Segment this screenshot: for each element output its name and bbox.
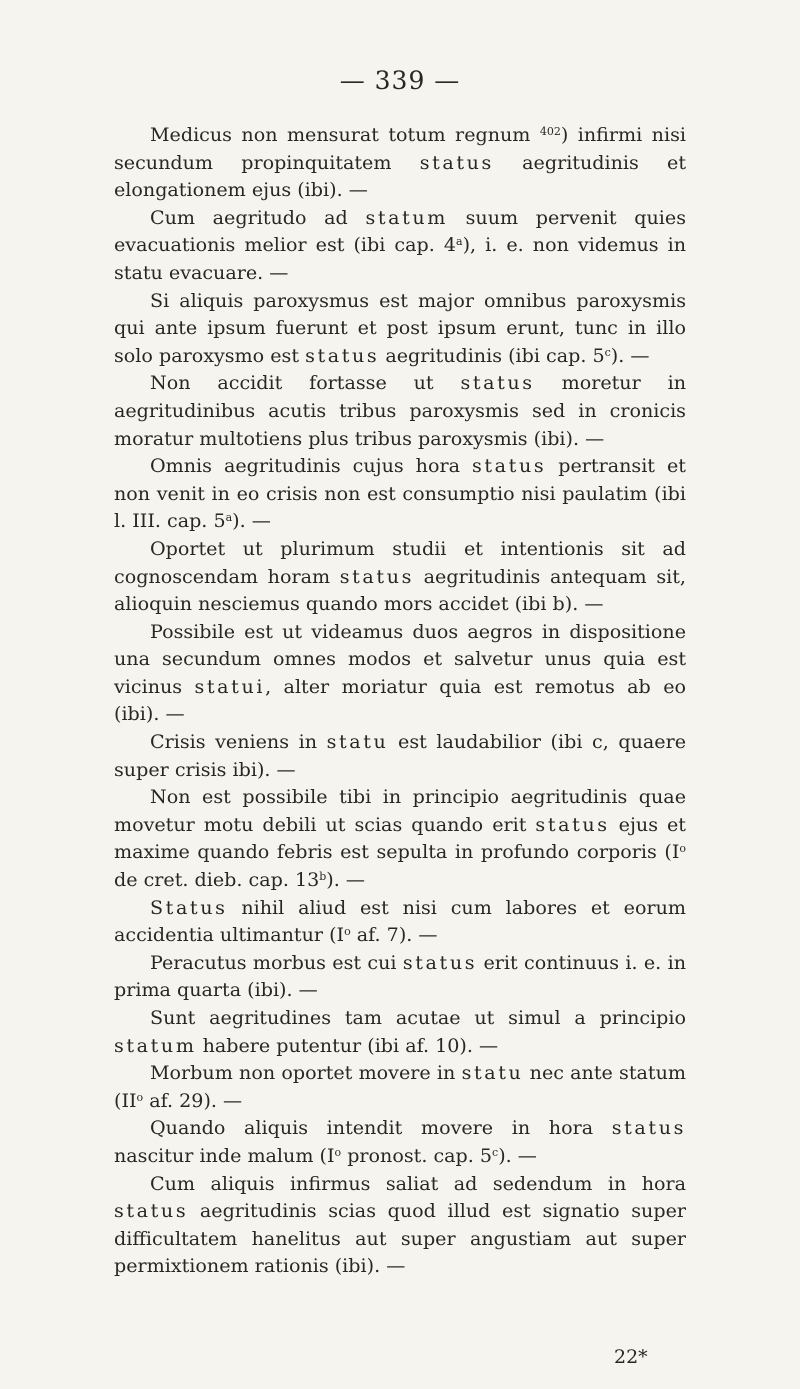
paragraph [114,204,686,287]
text-run: Morbum non oportet movere in [150,1061,462,1085]
paragraph [114,1059,686,1114]
spaced-term: statu [461,1061,524,1085]
spaced-term: status [460,371,535,395]
signature-mark: 22* [614,1346,648,1368]
paragraph [114,369,686,452]
paragraph [114,287,686,370]
superscript: a [456,235,463,249]
paragraph [114,618,686,728]
text-run: Non accidit fortasse ut [150,371,461,395]
text-run: ), i. e. non videmus in statu evacuare. — [114,233,686,284]
text-run: ejus et maxime quando febris est sepulta in profundo corporis (I [114,812,686,864]
text-run: moretur in aegritudinibus acutis tribus paroxysmis sed in cronicis moratur multotiens plus tribus paroxysmis (ibi). — [114,371,686,450]
superscript: b [319,870,327,884]
spaced-term: status [402,950,478,974]
spaced-term: status [535,812,610,836]
paragraph [114,1004,686,1059]
text-run: nec ante statum (II [114,1061,686,1112]
superscript: 402 [539,125,561,138]
spaced-term: status [114,1199,189,1223]
text-run: aegritudinis (ibi cap. 5 [379,343,605,367]
text-run: Possibile est ut videamus duos aegros in dispositione una secundum omnes modos et salvetur unus quia est vicinus [114,619,686,698]
text-run: ). — [232,509,271,533]
text-run: ). — [326,868,365,892]
text-run: Si aliquis paroxysmus est major omnibus paroxysmis qui ante ipsum fuerunt et post ipsum erunt, tunc in illo solo paroxysmo est [114,288,686,367]
text-run: est laudabilior (ibi c, quaere super crisis ibi). — [114,730,686,781]
paragraph [114,1170,686,1280]
text-run: Oportet ut plurimum studii et intentionis sit ad cognoscendam horam [114,536,686,588]
text-body [114,121,686,1280]
text-run: Peracutus morbus est cui [150,950,403,974]
paragraph [114,535,686,618]
text-run: Omnis aegritudinis cujus hora [150,454,473,478]
spaced-term: Status [150,895,228,919]
paragraph [114,949,686,1004]
text-run: de cret. dieb. cap. 13 [114,868,320,892]
spaced-term: status [611,1116,686,1140]
text-run: suum pervenit quies evacuationis melior est (ibi cap. 4 [114,205,686,257]
text-run: Non est possibile tibi in principio aegritudinis quae movetur motu debili ut scias quando erit [114,785,686,836]
paragraph [114,894,686,949]
text-run: pertransit et non venit in eo crisis non est consumptio nisi paulatim (ibi l. III. cap. 5 [114,454,686,533]
spaced-term: status [305,343,380,367]
paragraph [114,452,686,535]
text-run: aegritudinis antequam sit, alioquin nesciemus quando mors accidet (ibi b). — [114,564,686,616]
text-run: Sunt aegritudines tam acutae ut simul a principio [150,1006,686,1029]
text-run: Crisis veniens in [150,730,327,754]
superscript: o [344,925,351,939]
text-run: aegritudinis scias quod illud est signatio super difficultatem hanelitus aut super angustiam aut super permixtionem rationis (ibi). — [114,1199,686,1278]
spaced-term: statui [194,674,266,698]
text-run: Cum aegritudo ad [150,205,366,229]
text-run: , alter moriatur quia est remotus ab eo (ibi). — [114,674,686,726]
text-run: aegritudinis et elongationem ejus (ibi). — [114,150,686,202]
text-run: erit continuus i. e. in prima quarta (ibi). — [114,950,686,1002]
paragraph [114,783,686,893]
spaced-term: statum [365,205,448,229]
text-run: pronost. cap. 5 [341,1143,493,1167]
superscript: c [492,1145,499,1159]
page-number-header: — 339 — [339,66,461,95]
text-run: Medicus non mensurat totum regnum [150,123,540,146]
superscript: o [679,842,686,856]
spaced-term: status [339,564,414,588]
text-run: af. 7). — [350,923,438,947]
text-run: ). — [610,343,650,367]
spaced-term: status [472,454,547,478]
paragraph [114,728,686,783]
paragraph [114,1114,686,1169]
text-run: ) infirmi nisi secundum propinquitatem [114,123,686,174]
spaced-term: statu [326,730,389,754]
text-run: af. 29). — [143,1088,243,1112]
superscript: o [334,1145,342,1159]
text-run: habere putentur (ibi af. 10). — [196,1033,499,1057]
spaced-term: status [419,150,494,174]
text-run: Cum aliquis infirmus saliat ad sedendum in hora [150,1171,686,1195]
text-run: ). — [498,1143,537,1167]
superscript: o [136,1090,144,1104]
text-run: nihil aliud est nisi cum labores et eorum accidentia ultimantur (I [114,895,686,947]
text-run: nascitur inde malum (I [114,1143,335,1167]
text-run: Quando aliquis intendit movere in hora [150,1116,612,1140]
superscript: a [225,511,233,525]
spaced-term: statum [114,1033,197,1057]
paragraph [114,121,686,204]
superscript: c [604,345,611,359]
